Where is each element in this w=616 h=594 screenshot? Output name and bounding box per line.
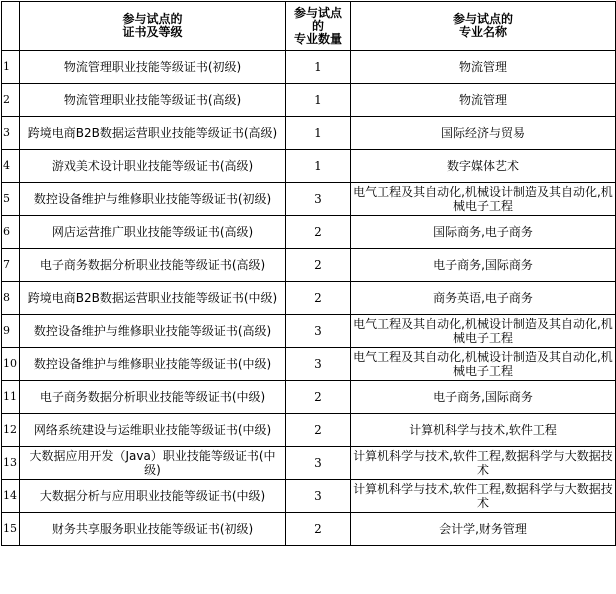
certificate-pilot-table bbox=[1, 1, 616, 546]
table-row bbox=[2, 315, 616, 348]
table-row bbox=[2, 249, 616, 282]
row-majors: 数字媒体艺术 bbox=[351, 150, 616, 183]
row-major-count: 1 bbox=[286, 84, 351, 117]
row-major-count: 1 bbox=[286, 117, 351, 150]
row-index: 8 bbox=[2, 282, 20, 315]
row-certificate: 物流管理职业技能等级证书(初级) bbox=[20, 51, 286, 84]
row-majors: 国际经济与贸易 bbox=[351, 117, 616, 150]
table-row bbox=[2, 381, 616, 414]
row-certificate: 网络系统建设与运维职业技能等级证书(中级) bbox=[20, 414, 286, 447]
row-certificate: 数控设备维护与维修职业技能等级证书(中级) bbox=[20, 348, 286, 381]
row-index: 10 bbox=[2, 348, 20, 381]
row-majors: 计算机科学与技术,软件工程,数据科学与大数据技术 bbox=[351, 447, 616, 480]
row-majors: 物流管理 bbox=[351, 84, 616, 117]
table-row bbox=[2, 117, 616, 150]
row-majors: 电子商务,国际商务 bbox=[351, 381, 616, 414]
row-major-count: 2 bbox=[286, 414, 351, 447]
header-row bbox=[2, 2, 616, 51]
table-row bbox=[2, 282, 616, 315]
row-index: 3 bbox=[2, 117, 20, 150]
row-majors: 电气工程及其自动化,机械设计制造及其自动化,机械电子工程 bbox=[351, 315, 616, 348]
row-majors: 计算机科学与技术,软件工程,数据科学与大数据技术 bbox=[351, 480, 616, 513]
row-certificate: 电子商务数据分析职业技能等级证书(高级) bbox=[20, 249, 286, 282]
row-certificate: 数控设备维护与维修职业技能等级证书(初级) bbox=[20, 183, 286, 216]
row-certificate: 跨境电商B2B数据运营职业技能等级证书(中级) bbox=[20, 282, 286, 315]
row-certificate: 跨境电商B2B数据运营职业技能等级证书(高级) bbox=[20, 117, 286, 150]
row-index: 15 bbox=[2, 513, 20, 546]
table-row bbox=[2, 447, 616, 480]
row-majors: 电气工程及其自动化,机械设计制造及其自动化,机械电子工程 bbox=[351, 348, 616, 381]
row-major-count: 3 bbox=[286, 315, 351, 348]
table-row bbox=[2, 414, 616, 447]
table-row bbox=[2, 84, 616, 117]
row-majors: 电子商务,国际商务 bbox=[351, 249, 616, 282]
row-major-count: 2 bbox=[286, 513, 351, 546]
row-index: 6 bbox=[2, 216, 20, 249]
row-certificate: 财务共享服务职业技能等级证书(初级) bbox=[20, 513, 286, 546]
table-row bbox=[2, 513, 616, 546]
row-major-count: 3 bbox=[286, 447, 351, 480]
row-majors: 电气工程及其自动化,机械设计制造及其自动化,机械电子工程 bbox=[351, 183, 616, 216]
row-index: 12 bbox=[2, 414, 20, 447]
row-certificate: 数控设备维护与维修职业技能等级证书(高级) bbox=[20, 315, 286, 348]
row-majors: 物流管理 bbox=[351, 51, 616, 84]
row-index: 7 bbox=[2, 249, 20, 282]
row-index: 1 bbox=[2, 51, 20, 84]
row-majors: 商务英语,电子商务 bbox=[351, 282, 616, 315]
row-major-count: 2 bbox=[286, 249, 351, 282]
table-row bbox=[2, 348, 616, 381]
header-certificate: 参与试点的 证书及等级 bbox=[20, 2, 286, 51]
row-certificate: 大数据应用开发（Java）职业技能等级证书(中级) bbox=[20, 447, 286, 480]
row-major-count: 2 bbox=[286, 216, 351, 249]
row-index: 9 bbox=[2, 315, 20, 348]
row-index: 13 bbox=[2, 447, 20, 480]
row-majors: 会计学,财务管理 bbox=[351, 513, 616, 546]
row-majors: 计算机科学与技术,软件工程 bbox=[351, 414, 616, 447]
table-row bbox=[2, 216, 616, 249]
table-row bbox=[2, 480, 616, 513]
row-major-count: 3 bbox=[286, 183, 351, 216]
row-certificate: 物流管理职业技能等级证书(高级) bbox=[20, 84, 286, 117]
row-majors: 国际商务,电子商务 bbox=[351, 216, 616, 249]
row-index: 11 bbox=[2, 381, 20, 414]
row-certificate: 网店运营推广职业技能等级证书(高级) bbox=[20, 216, 286, 249]
row-certificate: 游戏美术设计职业技能等级证书(高级) bbox=[20, 150, 286, 183]
table-row bbox=[2, 183, 616, 216]
row-index: 2 bbox=[2, 84, 20, 117]
table-row bbox=[2, 150, 616, 183]
row-certificate: 大数据分析与应用职业技能等级证书(中级) bbox=[20, 480, 286, 513]
row-major-count: 1 bbox=[286, 51, 351, 84]
row-index: 5 bbox=[2, 183, 20, 216]
row-major-count: 2 bbox=[286, 282, 351, 315]
row-major-count: 3 bbox=[286, 480, 351, 513]
row-certificate: 电子商务数据分析职业技能等级证书(中级) bbox=[20, 381, 286, 414]
header-index bbox=[2, 2, 20, 51]
row-major-count: 1 bbox=[286, 150, 351, 183]
table-row bbox=[2, 51, 616, 84]
row-major-count: 2 bbox=[286, 381, 351, 414]
header-count: 参与试点 的 专业数量 bbox=[286, 2, 351, 51]
header-majors: 参与试点的 专业名称 bbox=[351, 2, 616, 51]
row-major-count: 3 bbox=[286, 348, 351, 381]
row-index: 14 bbox=[2, 480, 20, 513]
row-index: 4 bbox=[2, 150, 20, 183]
